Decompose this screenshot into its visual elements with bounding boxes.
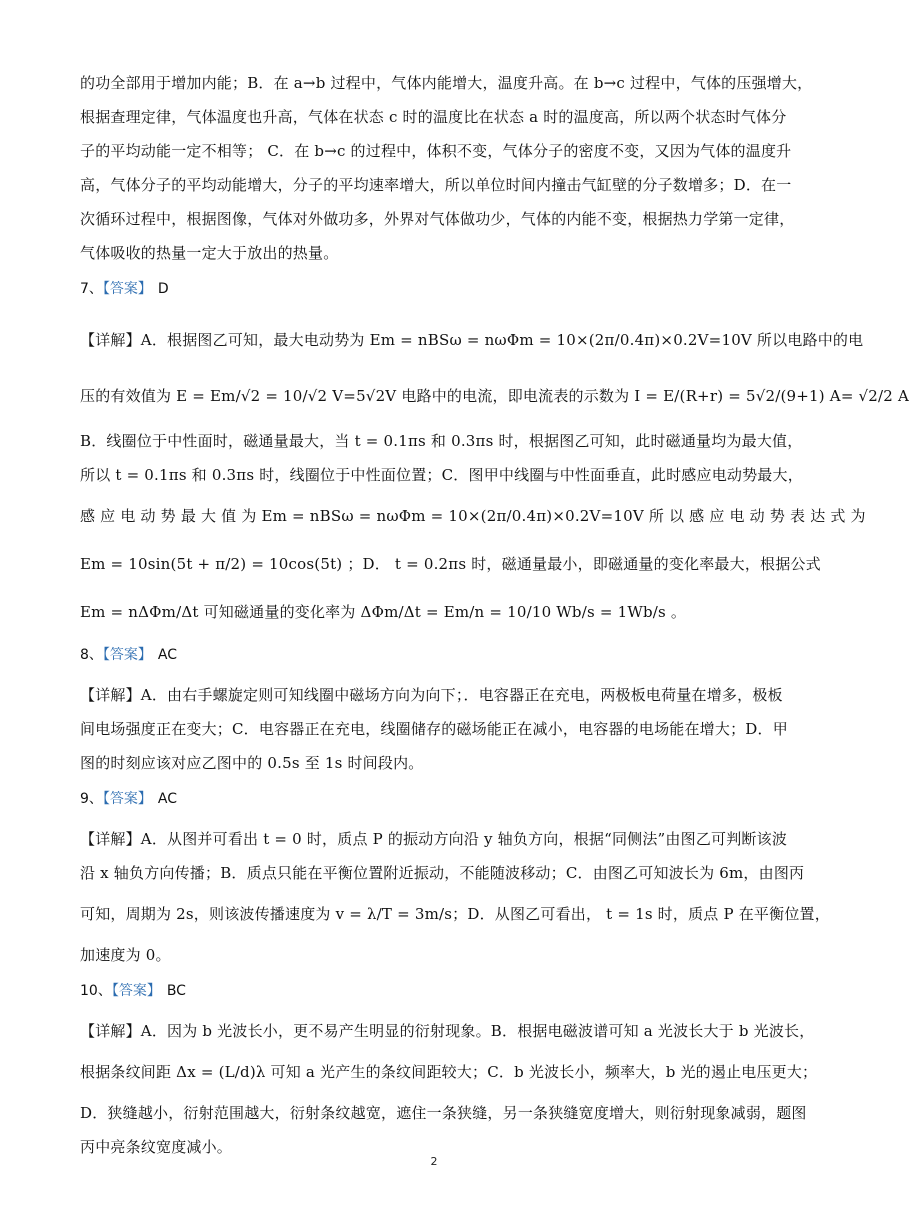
answer-heading xyxy=(80,274,800,312)
answer-value: BC xyxy=(166,983,186,999)
text-line: D．狭缝越小，衍射范围越大，衍射条纹越宽，遮住一条狭缝，另一条狭缝宽度增大，则衍射现象减弱，题图 xyxy=(80,1104,807,1122)
text-line: 感 应 电 动 势 最 大 值 为 Em = nBSω = nωΦm = 10×(2π/0.4π)×0.2V=10V 所 以 感 应 电 动 势 表 达 式 为 xyxy=(80,507,866,525)
question-7 xyxy=(80,274,909,636)
text-line: 子的平均动能一定不相等； C．在 b→c 的过程中，体积不变，气体分子的密度不变，又因为气体的温度升 xyxy=(80,142,792,160)
text-line: 根据条纹间距 Δx = (L/d)λ 可知 a 光产生的条纹间距较大；C．b 光波长小，频率大，b 光的遏止电压更大； xyxy=(80,1063,818,1081)
page-number: 2 xyxy=(430,1155,438,1168)
question-number: 8、 xyxy=(80,647,103,663)
text-line: 所以 t = 0.1πs 和 0.3πs 时，线圈位于中性面位置；C．图甲中线圈与中性面垂直，此时感应电动势最大， xyxy=(80,466,803,484)
text-line: 沿 x 轴负方向传播；B．质点只能在平衡位置附近振动，不能随波移动；C．由图乙可知波长为 6m，由图丙 xyxy=(80,864,805,882)
answer-tag: 【答案】 xyxy=(111,983,161,999)
text-line: 【详解】A．从图并可看出 t = 0 时，质点 P 的振动方向沿 y 轴负方向，根据“同侧法”由图乙可判断该波 xyxy=(80,830,788,848)
answer-heading xyxy=(80,640,800,678)
text-line: 加速度为 0。 xyxy=(80,946,171,964)
answer-heading xyxy=(80,784,800,822)
question-number: 7、 xyxy=(80,281,103,297)
text-line: 压的有效值为 E = Em/√2 = 10/√2 V=5√2V 电路中的电流，即电流表的示数为 I = E/(R+r) = 5√2/(9+1) A= √2/2 A xyxy=(80,387,909,405)
continuation-paragraph xyxy=(80,66,813,270)
question-number: 10、 xyxy=(80,983,112,999)
text-line: 气体吸收的热量一定大于放出的热量。 xyxy=(80,244,339,262)
answer-tag: 【答案】 xyxy=(102,281,152,297)
answer-value: D xyxy=(157,281,169,297)
answer-heading xyxy=(80,976,800,1014)
question-8 xyxy=(80,640,800,780)
text-line: Em = 10sin(5t + π/2) = 10cos(5t) ；D． t = 0.2πs 时，磁通量最小，即磁通量的变化率最大，根据公式 xyxy=(80,555,821,573)
answer-value: AC xyxy=(157,791,178,807)
answer-tag: 【答案】 xyxy=(102,791,152,807)
text-line: 的功全部用于增加内能；B．在 a→b 过程中，气体内能增大，温度升高。在 b→c 过程中，气体的压强增大， xyxy=(80,74,813,92)
answer-value: AC xyxy=(157,647,178,663)
text-line: Em = nΔΦm/Δt 可知磁通量的变化率为 ΔΦm/Δt = Em/n = 10/10 Wb/s = 1Wb/s 。 xyxy=(80,603,687,621)
text-line: 间电场强度正在变大；C．电容器正在充电，线圈储存的磁场能正在减小，电容器的电场能在增大；D．甲 xyxy=(80,720,788,738)
text-line: 高，气体分子的平均动能增大，分子的平均速率增大，所以单位时间内撞击气缸壁的分子数增多；D．在一 xyxy=(80,176,792,194)
text-line: 丙中亮条纹宽度减小。 xyxy=(80,1138,233,1156)
text-line: 【详解】A．由右手螺旋定则可知线圈中磁场方向为向下；．电容器正在充电，两极板电荷量在增多，极板 xyxy=(80,686,783,704)
answer-tag: 【答案】 xyxy=(102,647,152,663)
question-number: 9、 xyxy=(80,791,103,807)
text-line: B．线圈位于中性面时，磁通量最大，当 t = 0.1πs 和 0.3πs 时，根据图乙可知，此时磁通量均为最大值， xyxy=(80,432,803,450)
text-line: 图的时刻应该对应乙图中的 0.5s 至 1s 时间段内。 xyxy=(80,754,424,772)
text-line: 可知，周期为 2s，则该波传播速度为 v = λ/T = 3m/s；D．从图乙可看出， t = 1s 时，质点 P 在平衡位置， xyxy=(80,905,830,923)
question-9 xyxy=(80,784,830,972)
text-line: 【详解】A．根据图乙可知，最大电动势为 Em = nBSω = nωΦm = 10×(2π/0.4π)×0.2V=10V 所以电路中的电 xyxy=(80,331,864,349)
question-10 xyxy=(80,976,818,1164)
text-line: 次循环过程中，根据图像，气体对外做功多，外界对气体做功少，气体的内能不变，根据热力学第一定律， xyxy=(80,210,795,228)
text-line: 根据查理定律，气体温度也升高，气体在状态 c 时的温度比在状态 a 时的温度高，所以两个状态时气体分 xyxy=(80,108,787,126)
page-content xyxy=(80,66,909,1164)
text-line: 【详解】A．因为 b 光波长小，更不易产生明显的衍射现象。B．根据电磁波谱可知 a 光波长大于 b 光波长， xyxy=(80,1022,815,1040)
